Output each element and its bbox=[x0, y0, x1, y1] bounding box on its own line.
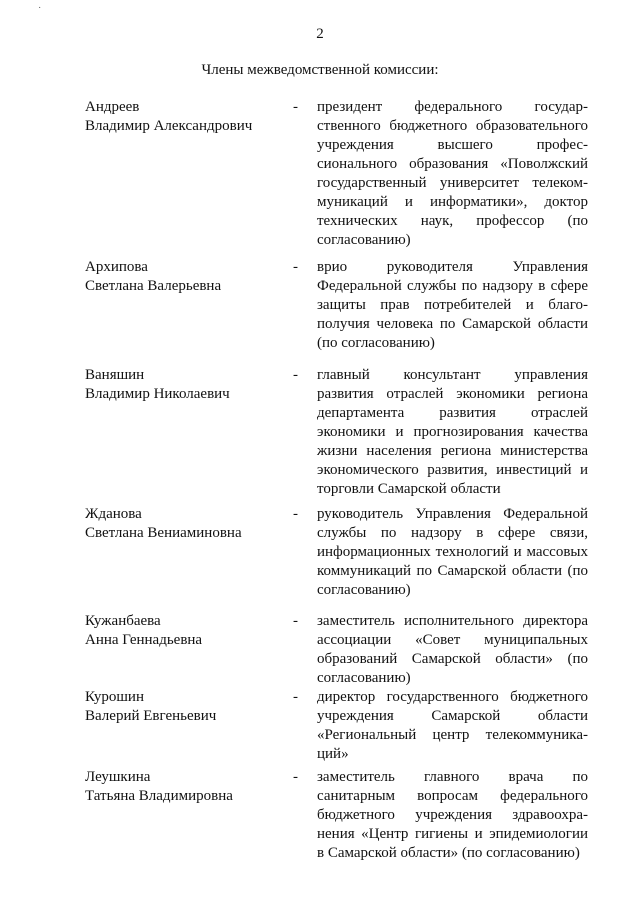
position-line: ассоциации «Совет муниципальных bbox=[317, 632, 588, 648]
member-name bbox=[85, 98, 285, 136]
position-line: службы по надзору в сфере связи, bbox=[317, 525, 588, 541]
position-line: учреждения высшего профес- bbox=[317, 137, 588, 153]
member-name bbox=[85, 366, 285, 404]
position-line: государственный университет телеком- bbox=[317, 175, 588, 191]
member-given-names: Анна Геннадьевна bbox=[85, 632, 203, 648]
member-surname: Ваняшин bbox=[85, 367, 145, 383]
member-position bbox=[317, 505, 588, 600]
position-line: заместитель главного врача по bbox=[317, 769, 588, 785]
member-given-names: Владимир Николаевич bbox=[85, 386, 230, 402]
position-line: ций» bbox=[317, 746, 349, 762]
member-position bbox=[317, 258, 588, 353]
member-position bbox=[317, 612, 588, 688]
member-position bbox=[317, 98, 588, 250]
position-line: получия человека по Самарской области bbox=[317, 316, 588, 332]
member-surname: Архипова bbox=[85, 259, 148, 275]
member-dash: - bbox=[293, 506, 298, 522]
position-line: в Самарской области» (по согласованию) bbox=[317, 845, 580, 861]
member-name bbox=[85, 688, 285, 726]
member-given-names: Валерий Евгеньевич bbox=[85, 708, 217, 724]
position-line: врио руководителя Управления bbox=[317, 259, 588, 275]
position-line: санитарным вопросам федерального bbox=[317, 788, 588, 804]
member-dash: - bbox=[293, 613, 298, 629]
position-line: (по согласованию) bbox=[317, 335, 435, 351]
position-line: директор государственного бюджетного bbox=[317, 689, 588, 705]
position-line: учреждения Самарской области bbox=[317, 708, 588, 724]
member-surname: Кужанбаева bbox=[85, 613, 161, 629]
position-line: «Региональный центр телекоммуника- bbox=[317, 727, 588, 743]
member-position bbox=[317, 768, 588, 863]
position-line: ственного бюджетного образовательного bbox=[317, 118, 588, 134]
page-number: 2 bbox=[316, 26, 324, 42]
position-line: нения «Центр гигиены и эпидемиологии bbox=[317, 826, 588, 842]
member-surname: Леушкина bbox=[85, 769, 151, 785]
member-dash: - bbox=[293, 367, 298, 383]
position-line: экономического развития, инвестиций и bbox=[317, 462, 588, 478]
scan-corner-mark: ˙ bbox=[38, 6, 42, 17]
position-line: бюджетного учреждения здравоохра- bbox=[317, 807, 588, 823]
position-line: информационных технологий и массовых bbox=[317, 544, 588, 560]
member-given-names: Светлана Валерьевна bbox=[85, 278, 222, 294]
position-line: Федеральной службы по надзору в сфере bbox=[317, 278, 588, 294]
member-dash: - bbox=[293, 99, 298, 115]
position-line: согласованию) bbox=[317, 232, 411, 248]
member-name bbox=[85, 768, 285, 806]
position-line: департамента развития отраслей bbox=[317, 405, 588, 421]
position-line: образований Самарской области» (по bbox=[317, 651, 588, 667]
member-surname: Андреев bbox=[85, 99, 140, 115]
member-surname: Курошин bbox=[85, 689, 144, 705]
position-line: согласованию) bbox=[317, 582, 411, 598]
position-line: согласованию) bbox=[317, 670, 411, 686]
member-given-names: Владимир Александрович bbox=[85, 118, 253, 134]
position-line: президент федерального государ- bbox=[317, 99, 588, 115]
position-line: развития отраслей экономики региона bbox=[317, 386, 588, 402]
position-line: коммуникаций по Самарской области (по bbox=[317, 563, 588, 579]
member-dash: - bbox=[293, 769, 298, 785]
position-line: технических наук, профессор (по bbox=[317, 213, 588, 229]
position-line: главный консультант управления bbox=[317, 367, 588, 383]
member-given-names: Светлана Вениаминовна bbox=[85, 525, 242, 541]
position-line: сионального образования «Поволжский bbox=[317, 156, 588, 172]
position-line: защиты прав потребителей и благо- bbox=[317, 297, 588, 313]
position-line: руководитель Управления Федеральной bbox=[317, 506, 588, 522]
position-line: экономики и прогнозирования качества bbox=[317, 424, 588, 440]
member-position bbox=[317, 688, 588, 764]
member-name bbox=[85, 612, 285, 650]
member-position bbox=[317, 366, 588, 499]
position-line: жизни населения региона министерства bbox=[317, 443, 588, 459]
member-surname: Жданова bbox=[85, 506, 142, 522]
section-heading: Члены межведомственной комиссии: bbox=[201, 62, 439, 78]
position-line: торговли Самарской области bbox=[317, 481, 501, 497]
member-given-names: Татьяна Владимировна bbox=[85, 788, 233, 804]
position-line: муникаций и информатики», доктор bbox=[317, 194, 588, 210]
position-line: заместитель исполнительного директора bbox=[317, 613, 588, 629]
member-name bbox=[85, 505, 285, 543]
member-dash: - bbox=[293, 689, 298, 705]
member-name bbox=[85, 258, 285, 296]
member-dash: - bbox=[293, 259, 298, 275]
